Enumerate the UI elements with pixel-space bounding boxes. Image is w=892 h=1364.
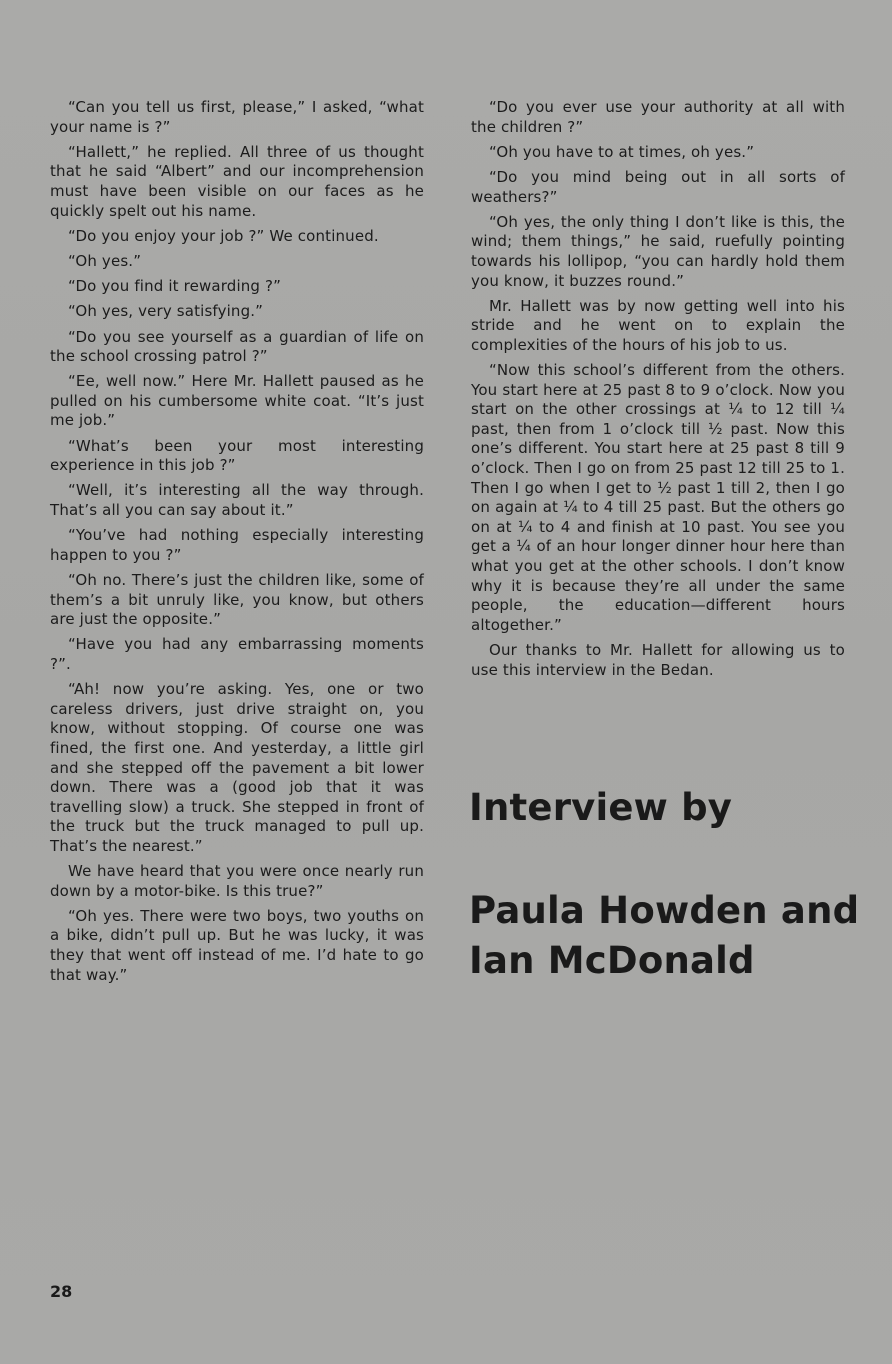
- page-number: 28: [50, 1282, 73, 1301]
- paragraph: “Oh yes. There were two boys, two youths on a bike, didn’t pull up. But he was lucky, it was they that went off instead of me. I’d hate to go that way.”: [50, 906, 424, 984]
- paragraph: “Oh yes, the only thing I don’t like is this, the wind; them things,” he said, ruefully pointing towards his lollipop, “you can hardly hold them you know, it buzzes round.”: [471, 212, 845, 290]
- byline-line-3: Ian McDonald: [469, 939, 755, 982]
- paragraph: “Ee, well now.” Here Mr. Hallett paused as he pulled on his cumbersome white coat. “It’s just me job.”: [50, 372, 424, 430]
- byline-heading: [469, 783, 869, 833]
- author-names-heading: [469, 886, 869, 986]
- paragraph: “Do you ever use your authority at all with the children ?”: [471, 98, 845, 136]
- paragraph: “Do you find it rewarding ?”: [68, 277, 282, 296]
- paragraph: “Oh no. There’s just the children like, some of them’s a bit unruly like, you know, but others are just the opposite.”: [50, 571, 424, 629]
- byline-line-1: Interview by: [469, 786, 733, 829]
- paragraph: “What’s been your most interesting experience in this job ?”: [50, 436, 424, 475]
- paragraph: “Can you tell us first, please,” I asked, “what your name is ?”: [50, 98, 424, 136]
- paragraph: “Oh yes, very satisfying.”: [68, 302, 264, 321]
- left-text-column: [50, 98, 424, 991]
- paragraph: “You’ve had nothing especially interesting happen to you ?”: [50, 526, 424, 564]
- paragraph: We have heard that you were once nearly run down by a motor-bike. Is this true?”: [50, 862, 424, 900]
- paragraph: “Ah! now you’re asking. Yes, one or two careless drivers, just drive straight on, you know, without stopping. Of course one was fined, the first one. And yesterday, a little girl and she stepped off the pavement a bit lower down. There was a (good job that it was travelling slow) a truck. She stepped in front of the truck but the truck managed to pull up. That’s the nearest.”: [50, 680, 424, 855]
- paragraph: “Do you enjoy your job ?” We continued.: [68, 226, 379, 245]
- paragraph: “Do you see yourself as a guardian of life on the school crossing patrol ?”: [50, 327, 424, 366]
- paragraph: “Well, it’s interesting all the way through. That’s all you can say about it.”: [50, 481, 424, 520]
- paragraph: “Do you mind being out in all sorts of weathers?”: [471, 167, 845, 206]
- paragraph: “Now this school’s different from the others. You start here at 25 past 8 to 9 o’clock. Now you start on the other crossings at ¼ to 12 till ¼ past, then from 1 o’clock till ½ past. Now this one’s different. You start here at 25 past 8 till 9 o’clock. Then I go on from 25 past 12 till 25 to 1. Then I go when I get to ½ past 1 till 2, then I go on again at ¼ to 4 till 25 past. But the others go on at ¼ to 4 and finish at 10 past. You see you get a ¼ of an hour longer dinner hour here than what you get at the other schools. I don’t know why it is because they’re all under the same people, the education—different hours altogether.”: [471, 361, 845, 634]
- paragraph: “Hallett,” he replied. All three of us thought that he said “Albert” and our incomprehension must have been visible on our faces as he quickly spelt out his name.: [50, 142, 424, 220]
- paragraph: Mr. Hallett was by now getting well into his stride and he went on to explain the complexities of the hours of his job to us.: [471, 296, 845, 354]
- paragraph: “Oh you have to at times, oh yes.”: [489, 142, 755, 161]
- right-text-column: [471, 98, 845, 686]
- paragraph: Our thanks to Mr. Hallett for allowing us to use this interview in the Bedan.: [471, 641, 845, 679]
- paragraph: “Have you had any embarrassing moments ?”.: [50, 635, 424, 673]
- paragraph: “Oh yes.”: [68, 251, 142, 270]
- byline-line-2: Paula Howden and: [469, 889, 860, 932]
